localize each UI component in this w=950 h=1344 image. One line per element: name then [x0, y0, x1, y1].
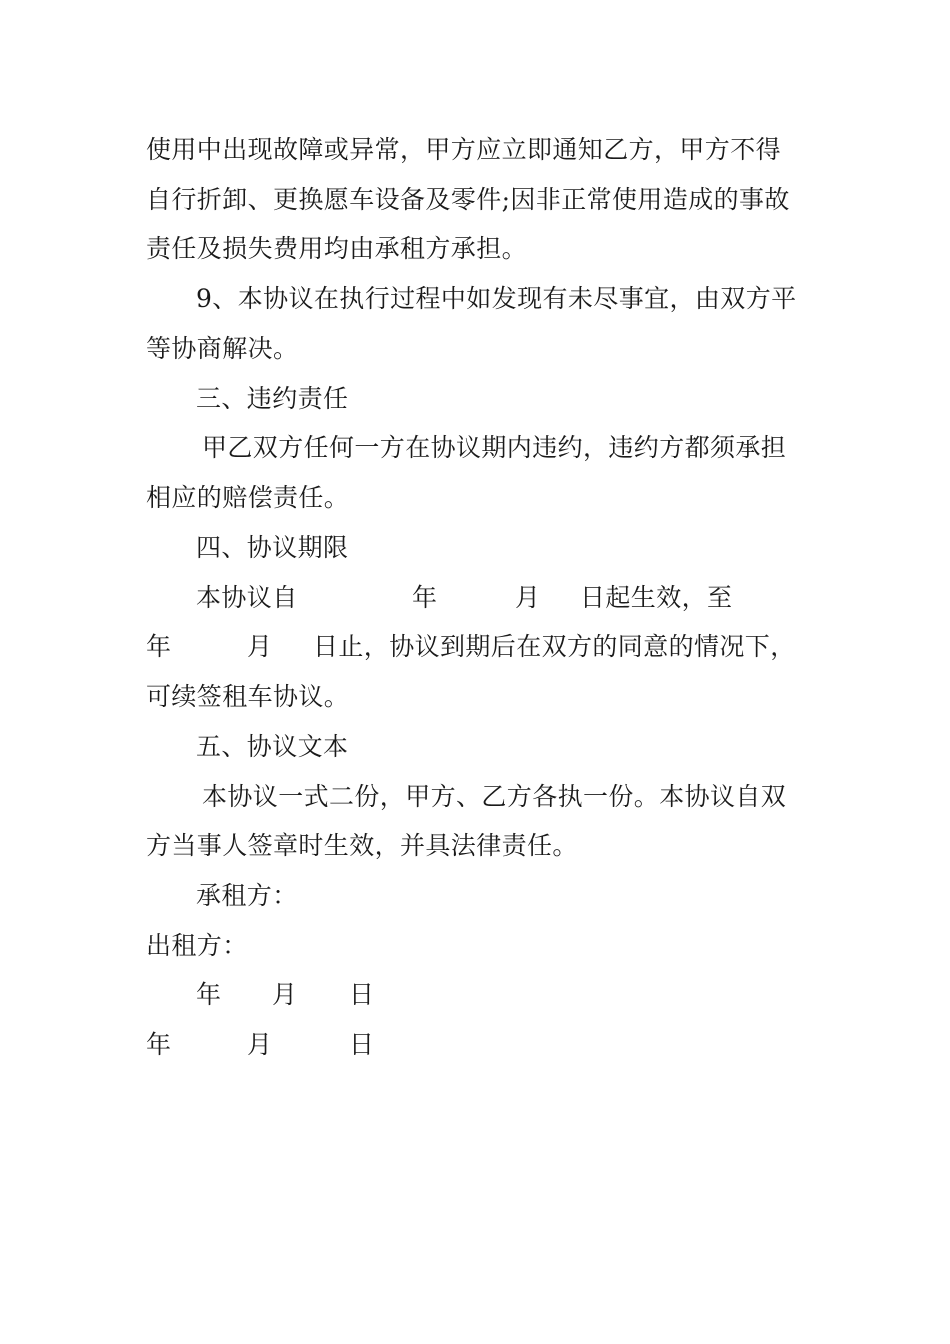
term-start-label: 本协议自	[196, 583, 298, 612]
clause8-line3: 责任及损失费用均由承租方承担。	[146, 234, 528, 263]
section-heading-breach: 三、违约责任	[196, 384, 349, 413]
section-heading-text: 五、协议文本	[196, 732, 349, 761]
lessee-date-year: 年	[196, 980, 222, 1009]
clause9-line1: 9、本协议在执行过程中如发现有未尽事宜，由双方平	[196, 284, 797, 313]
lessor-date-month: 月	[247, 1030, 273, 1059]
term-start-day: 日起生效，至	[580, 583, 733, 612]
text-line1: 本协议一式二份，甲方、乙方各执一份。本协议自双	[202, 782, 787, 811]
lessee-date-month: 月	[272, 980, 298, 1009]
section-heading-term: 四、协议期限	[196, 533, 349, 562]
clause9-line2: 等协商解决。	[146, 334, 299, 363]
lessor-date-day: 日	[349, 1030, 375, 1059]
lessor-label: 出租方：	[146, 931, 248, 960]
lessor-date	[0, 1025, 950, 1065]
term-line1	[0, 578, 950, 618]
lessee-label: 承租方：	[196, 881, 298, 910]
term-start-year: 年	[412, 583, 438, 612]
lessee-date-day: 日	[349, 980, 375, 1009]
breach-line2: 相应的赔偿责任。	[146, 483, 350, 512]
text-line2: 方当事人签章时生效，并具法律责任。	[146, 831, 578, 860]
clause8-line1: 使用中出现故障或异常，甲方应立即通知乙方，甲方不得	[146, 135, 782, 164]
term-end-year: 年	[146, 632, 172, 661]
term-end-month: 月	[247, 632, 273, 661]
clause8-line2: 自行折卸、更换愿车设备及零件;因非正常使用造成的事故	[146, 185, 790, 214]
term-end-day: 日止，协议到期后在双方的同意的情况下，	[313, 632, 796, 661]
lessor-date-year: 年	[146, 1030, 172, 1059]
breach-line1: 甲乙双方任何一方在协议期内违约，违约方都须承担	[202, 433, 787, 462]
term-start-month: 月	[515, 583, 541, 612]
term-line3: 可续签租车协议。	[146, 682, 350, 711]
lessee-date	[0, 975, 950, 1015]
term-line2	[0, 627, 950, 667]
